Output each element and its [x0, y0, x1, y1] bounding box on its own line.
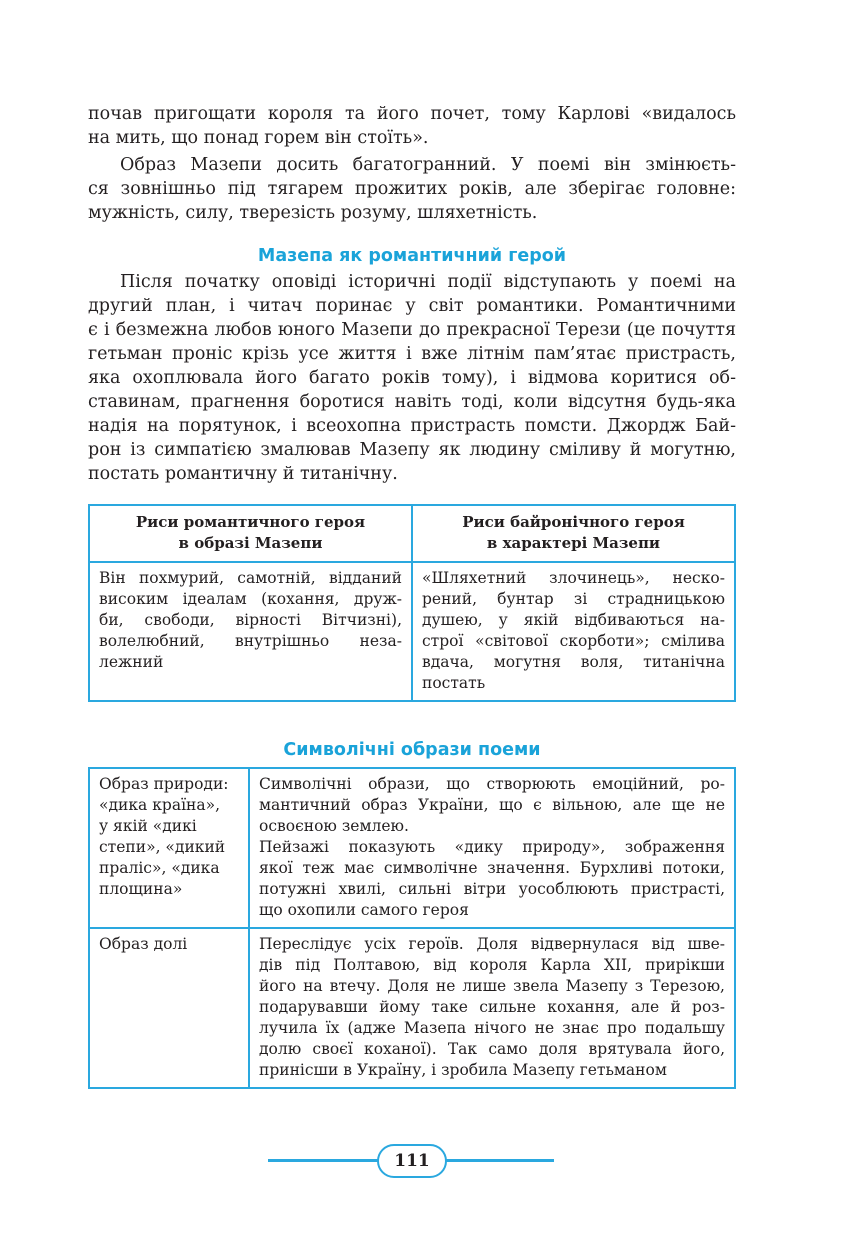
text-line: його на втечу. Доля не лише звела Мазепу з Терезою,	[259, 977, 725, 995]
text-line: гетьман проніс крізь усе життя і вже літнім пам’ятає пристрасть,	[88, 344, 736, 364]
cell-lines	[99, 568, 402, 673]
table-row	[89, 928, 735, 1088]
text-line: високим ідеалам (кохання, друж-	[99, 590, 402, 608]
header-line: Риси байронічного героя	[462, 513, 685, 531]
text-line: долю своєї коханої). Так само доля врятувала його,	[259, 1040, 725, 1058]
text-line: ся зовнішньо під тягарем прожитих років, але зберігає головне:	[88, 179, 736, 199]
table-row	[89, 768, 735, 928]
text-line: якої теж має символічне значення. Бурхливі потоки,	[259, 859, 725, 877]
text-line: «Шляхетний злочинець», неско-	[422, 569, 725, 587]
intro-paragraph-1	[88, 102, 736, 150]
text-line: є і безмежна любов юного Мазепи до прекрасної Терези (це почуття	[88, 320, 736, 340]
text-line: Пейзажі показують «дику природу», зображення	[259, 838, 725, 856]
text-line: подарувавши йому таке сильне кохання, але й роз-	[259, 998, 725, 1016]
text-line: постать романтичну й титанічну.	[88, 464, 398, 484]
text-line: Переслідує усіх героїв. Доля відвернулася від шве-	[259, 935, 725, 953]
text-line: принісши в Україну, і зробила Мазепу гетьманом	[259, 1061, 667, 1079]
text-line: освоєною землею.	[259, 817, 409, 835]
header-byronic-traits	[412, 505, 735, 562]
text-line: мантичний образ України, що є вільною, але ще не	[259, 796, 725, 814]
cell-image-label	[89, 928, 249, 1088]
text-line: Образ Мазепи досить багатогранний. У поемі він змінюєть-	[120, 155, 736, 175]
footer-rule-left	[268, 1159, 380, 1162]
symbolic-images-table	[88, 767, 736, 1089]
header-line: в характері Мазепи	[486, 534, 661, 552]
cell-byronic-traits	[412, 562, 735, 701]
text-line: строї «світової скорботи»; смілива	[422, 632, 725, 650]
cell-lines	[259, 774, 725, 921]
table-header-row	[89, 505, 735, 562]
romantic-hero-paragraph	[88, 270, 736, 486]
hero-traits-table	[88, 504, 736, 702]
header-line: Риси романтичного героя	[135, 513, 366, 531]
text-line: надія на порятунок, і всеохопна пристрасть помсти. Джордж Бай-	[88, 416, 736, 436]
text-line: лучила їх (адже Мазепа нічого не знає про подальшу	[259, 1019, 725, 1037]
text-line: другий план, і читач поринає у світ романтики. Романтичними	[88, 296, 736, 316]
page-number: 111	[377, 1144, 447, 1178]
text-line: постать	[422, 674, 486, 692]
text-line: волелюбний, внутрішньо неза-	[99, 632, 402, 650]
label-line: «дика країна»,	[99, 796, 221, 814]
table-row	[89, 562, 735, 701]
text-line: лежний	[99, 653, 164, 671]
cell-lines	[259, 934, 725, 1081]
intro-paragraph-2	[88, 153, 736, 225]
label-line: Образ природи:	[99, 775, 229, 793]
page-footer	[268, 1144, 554, 1178]
section-heading-symbolic-images: Символічні образи поеми	[283, 740, 541, 760]
header-line: в образі Мазепи	[178, 534, 323, 552]
text-line: рон із симпатією змалював Мазепу як людину сміливу й могутню,	[88, 440, 736, 460]
text-line: душею, у якій відбиваються на-	[422, 611, 725, 629]
text-line: потужні хвилі, сильні вітри уособлюють пристрасті,	[259, 880, 725, 898]
page-content	[88, 102, 736, 1089]
cell-romantic-traits	[89, 562, 412, 701]
text-line: вдача, могутня воля, титанічна	[422, 653, 725, 671]
text-line: Після початку оповіді історичні події відступають у поемі на	[120, 272, 736, 292]
text-line: що охопили самого героя	[259, 901, 469, 919]
text-line: мужність, силу, тверезість розуму, шляхетність.	[88, 203, 538, 223]
text-line: Він похмурий, самотній, відданий	[99, 569, 402, 587]
cell-lines	[422, 568, 725, 694]
cell-image-label	[89, 768, 249, 928]
label-line: Образ долі	[99, 935, 188, 953]
text-line: рений, бунтар зі страдницькою	[422, 590, 725, 608]
footer-rule-right	[442, 1159, 554, 1162]
label-line: площина»	[99, 880, 183, 898]
text-line: почав пригощати короля та його почет, тому Карлові «видалось	[88, 104, 736, 124]
text-line: Символічні образи, що створюють емоційний, ро-	[259, 775, 725, 793]
label-line: у якій «дикі	[99, 817, 197, 835]
label-line: степи», «дикий	[99, 838, 226, 856]
text-line: би, свободи, вірності Вітчизні),	[99, 611, 402, 629]
text-line: на мить, що понад горем він стоїть».	[88, 128, 429, 148]
label-line: праліс», «дика	[99, 859, 220, 877]
cell-image-description	[249, 768, 735, 928]
header-romantic-traits	[89, 505, 412, 562]
cell-image-description	[249, 928, 735, 1088]
text-line: яка охоплювала його багато років тому), і відмова коритися об-	[88, 368, 736, 388]
text-line: дів під Полтавою, від короля Карла XII, прирікши	[259, 956, 725, 974]
text-line: ставинам, прагнення боротися навіть тоді, коли відсутня будь-яка	[88, 392, 736, 412]
section-heading-romantic-hero: Мазепа як романтичний герой	[257, 246, 567, 266]
